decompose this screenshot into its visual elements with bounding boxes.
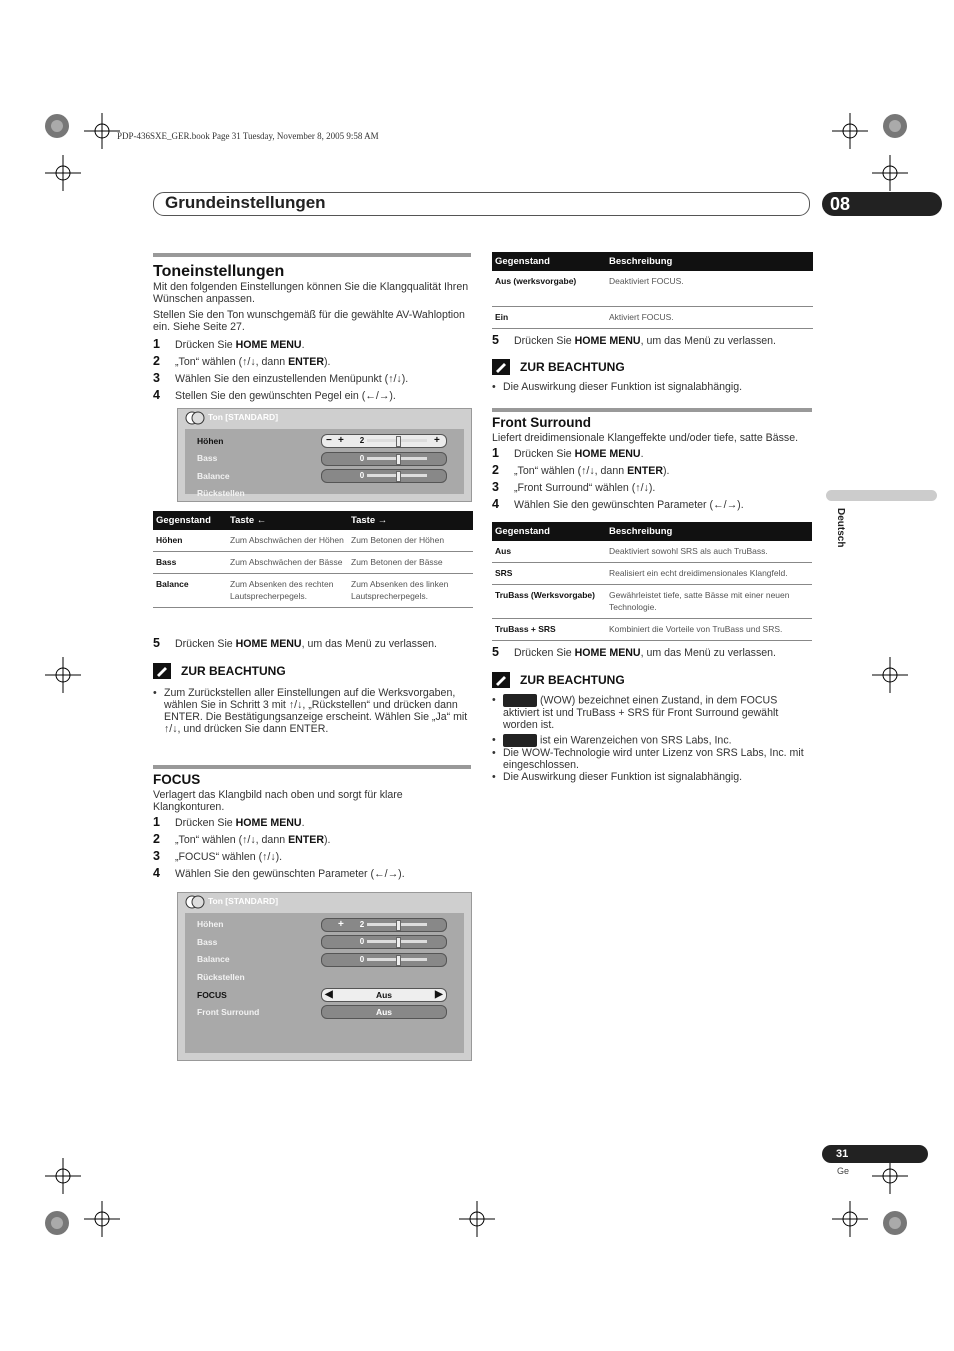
osd-row-label: Bass (197, 453, 218, 463)
registration-mark-icon (459, 1201, 495, 1237)
step-text: Wählen Sie den einzustellenden Menüpunkt (↑/↓). (175, 373, 409, 385)
step-number: 3 (153, 849, 160, 863)
note-text: (WOW) bezeichnet einen Zustand, in dem FOCUS aktiviert ist und TruBass + SRS für Front Surround gewählt worden ist. (503, 694, 779, 731)
registration-mark-icon (872, 1158, 908, 1194)
table-row (492, 307, 813, 329)
table-cell: TruBass (Werksvorgabe) (492, 585, 606, 619)
registration-mark-icon (45, 155, 81, 191)
step-text-end: ). (662, 465, 670, 477)
table-header-row (492, 252, 813, 271)
slider-knob[interactable] (396, 436, 401, 447)
step-key: HOME MENU (235, 638, 302, 650)
plus-icon: + (338, 435, 344, 446)
osd-slider-hoehen[interactable] (321, 918, 447, 932)
table-row (153, 574, 473, 608)
step-text: „FOCUS“ wählen (↑/↓). (175, 851, 283, 863)
pencil-note-icon (492, 672, 510, 688)
step-text-end: ). (323, 356, 331, 368)
registration-mark-icon (45, 657, 81, 693)
table-header: Beschreibung (606, 252, 813, 271)
front-surround-section (492, 408, 812, 783)
table-cell: Aktiviert FOCUS. (606, 307, 813, 329)
osd-value: Aus (375, 1007, 393, 1017)
step-item (492, 480, 812, 497)
step-key: HOME MENU (235, 339, 302, 351)
step-key: HOME MENU (574, 448, 641, 460)
speaker-icon (184, 894, 206, 910)
table-focus (492, 252, 813, 329)
registration-mark-icon (872, 155, 908, 191)
step-number: 2 (153, 354, 160, 368)
step-item (492, 497, 812, 514)
osd-row-label: Rückstellen (197, 972, 245, 982)
section-title-focus: FOCUS (153, 772, 201, 787)
table-ton (153, 511, 473, 608)
step-number: 4 (153, 866, 160, 880)
page-language-code: Ge (837, 1166, 850, 1176)
table-header: Gegenstand (492, 522, 606, 541)
table-cell: Zum Absenken des linken Lautsprecherpegels. (348, 574, 473, 608)
osd-title: Ton [STANDARD] (208, 412, 279, 422)
osd-row-label: Höhen (197, 436, 224, 446)
step-number: 1 (153, 815, 160, 829)
step-number: 3 (153, 371, 160, 385)
table-ton-wrapper (153, 511, 473, 608)
section-rule (153, 765, 471, 769)
osd-title: Ton [STANDARD] (208, 896, 279, 906)
note-title: ZUR BEACHTUNG (181, 664, 286, 678)
fs-notes (492, 694, 812, 783)
osd-slider-bass[interactable] (321, 452, 447, 466)
focus-section (153, 765, 471, 883)
table-row (492, 619, 812, 641)
table-focus-wrapper (492, 252, 813, 393)
note-bullet: • Die Auswirkung dieser Funktion ist signalabhängig. (492, 381, 813, 393)
table-cell: Gewährleistet tiefe, satte Bässe mit einer neuen Technologie. (606, 585, 812, 619)
step-item (153, 636, 471, 653)
ton-note-block (153, 636, 471, 735)
left-column (153, 253, 471, 405)
step-text: „Ton“ wählen (↑/↓, dann (175, 356, 289, 368)
step-item (492, 446, 812, 463)
osd-slider-bass[interactable] (321, 935, 447, 949)
table-cell: Zum Abschwächen der Höhen (227, 530, 348, 552)
table-cell: Deaktiviert sowohl SRS als auch TruBass. (606, 541, 812, 563)
osd-row-label: FOCUS (197, 990, 227, 1000)
osd-select-focus[interactable] (321, 988, 447, 1002)
note-heading (153, 663, 471, 679)
table-header: Gegenstand (492, 252, 606, 271)
slider-knob[interactable] (396, 937, 401, 948)
section-rule (153, 253, 471, 257)
table-row (492, 585, 812, 619)
arrow-right-icon[interactable]: ▶ (435, 989, 443, 1000)
registration-mark-icon (832, 113, 868, 149)
language-tab (826, 490, 937, 501)
step-item (153, 388, 471, 405)
step-key: HOME MENU (574, 647, 641, 659)
note-title: ZUR BEACHTUNG (520, 360, 625, 374)
table-cell: Balance (153, 574, 227, 608)
step-number: 1 (153, 337, 160, 351)
osd-row-label: Höhen (197, 919, 224, 929)
step-item (492, 333, 813, 350)
page-number: 31 (822, 1145, 928, 1163)
osd-value: 0 (359, 471, 365, 480)
osd-value: 0 (359, 454, 365, 463)
note-bullet (492, 694, 812, 731)
table-header-row (492, 522, 812, 541)
step-text: Stellen Sie den gewünschten Pegel ein (←/→). (175, 390, 396, 402)
step-text: Drücken Sie (175, 339, 236, 351)
table-row (492, 563, 812, 585)
osd-slider-hoehen[interactable] (321, 434, 447, 448)
osd-row-label: Balance (197, 471, 230, 481)
section-title-front-surround: Front Surround (492, 415, 591, 430)
step-text: „Ton“ wählen (↑/↓, dann (175, 834, 289, 846)
ton-intro-1: Mit den folgenden Einstellungen können Sie die Klangqualität Ihren Wünschen anpassen. (153, 281, 469, 305)
slider-knob[interactable] (396, 920, 401, 931)
table-cell: Höhen (153, 530, 227, 552)
registration-mark-icon (872, 657, 908, 693)
table-row (153, 530, 473, 552)
table-cell: Bass (153, 552, 227, 574)
registration-mark-icon (84, 113, 120, 149)
step-item (492, 463, 812, 480)
registration-mark-icon (39, 1205, 75, 1241)
note-heading (492, 359, 813, 375)
plus-icon: + (338, 919, 344, 930)
table-row (153, 552, 473, 574)
step-number: 2 (492, 463, 499, 477)
step-key: ENTER (288, 356, 324, 368)
note-text: ist ein Warenzeichen von SRS Labs, Inc. (540, 734, 732, 747)
step-item (153, 866, 471, 883)
osd-screen-ton (177, 408, 472, 502)
osd-select-front-surround[interactable] (321, 1005, 447, 1019)
table-front-surround (492, 522, 812, 641)
table-cell: Aus (492, 541, 606, 563)
table-cell: Ein (492, 307, 606, 329)
section-title-ton: Toneinstellungen (153, 263, 285, 280)
step-text: Drücken Sie (514, 335, 575, 347)
osd-row-label: Balance (197, 954, 230, 964)
chapter-number: 08 (822, 192, 942, 216)
osd-screen-focus (177, 892, 472, 1061)
table-cell: Zum Betonen der Höhen (348, 530, 473, 552)
ton-steps (153, 337, 471, 405)
registration-mark-icon (39, 108, 75, 144)
osd-value: 2 (359, 920, 365, 929)
registration-mark-icon (832, 1201, 868, 1237)
srs-wow-logo-icon (503, 734, 537, 747)
step-item (153, 849, 471, 866)
pencil-note-icon (153, 663, 171, 679)
step-text-end: ). (323, 834, 331, 846)
focus-steps (153, 815, 471, 883)
slider-knob[interactable] (396, 471, 401, 482)
step-text: „Ton“ wählen (↑/↓, dann (514, 465, 628, 477)
table-header: Gegenstand (153, 511, 227, 530)
srs-wow-logo-icon (503, 694, 537, 707)
registration-mark-icon (84, 1201, 120, 1237)
osd-slider-balance[interactable] (321, 953, 447, 967)
section-rule (492, 408, 812, 412)
step-item (153, 354, 471, 371)
step-item (153, 815, 471, 832)
step-text: Drücken Sie (514, 647, 575, 659)
step-key: ENTER (288, 834, 324, 846)
table-cell: Zum Betonen der Bässe (348, 552, 473, 574)
step-key: ENTER (627, 465, 663, 477)
osd-value: Aus (375, 990, 393, 1000)
osd-row-label: Rückstellen (197, 488, 245, 498)
step-number: 3 (492, 480, 499, 494)
step-text: Drücken Sie (514, 448, 575, 460)
step-number: 5 (492, 333, 499, 347)
table-cell: Aus (werksvorgabe) (492, 271, 606, 307)
table-cell: TruBass + SRS (492, 619, 606, 641)
book-info-line: PDP-436SXE_GER.book Page 31 Tuesday, November 8, 2005 9:58 AM (117, 131, 379, 141)
page-title: Grundeinstellungen (165, 193, 326, 212)
step-key: HOME MENU (574, 335, 641, 347)
table-cell: Kombiniert die Vorteile von TruBass und SRS. (606, 619, 812, 641)
step-text: Drücken Sie (175, 817, 236, 829)
step-number: 4 (492, 497, 499, 511)
pencil-note-icon (492, 359, 510, 375)
table-cell: Zum Abschwächen der Bässe (227, 552, 348, 574)
note-title: ZUR BEACHTUNG (520, 673, 625, 687)
osd-slider-balance[interactable] (321, 469, 447, 483)
osd-row-label: Bass (197, 937, 218, 947)
table-row (492, 541, 812, 563)
note-bullet (492, 734, 812, 747)
step-number: 5 (153, 636, 160, 650)
speaker-icon (184, 410, 206, 426)
table-row (492, 271, 813, 307)
arrow-left-icon[interactable]: ◀ (325, 989, 333, 1000)
table-cell: SRS (492, 563, 606, 585)
osd-row-label: Front Surround (197, 1007, 260, 1017)
table-cell: Zum Absenken des rechten Lautsprecherpegels. (227, 574, 348, 608)
step-item (153, 832, 471, 849)
minus-icon: − (326, 435, 332, 446)
note-bullet: • Die WOW-Technologie wird unter Lizenz von SRS Labs, Inc. mit eingeschlossen. (492, 747, 812, 771)
plus-icon: + (434, 435, 440, 446)
slider-knob[interactable] (396, 454, 401, 465)
osd-value: 2 (359, 436, 365, 445)
step-text-end: . (301, 339, 305, 351)
step-number: 4 (153, 388, 160, 402)
step-item (153, 371, 471, 388)
step-item (492, 645, 812, 662)
osd-panel (185, 913, 464, 1053)
step-key: HOME MENU (235, 817, 302, 829)
step-text-end: . (301, 817, 305, 829)
table-header: Taste ← (227, 511, 348, 530)
table-header-row (153, 511, 473, 530)
step-text-end: . (640, 448, 644, 460)
table-cell: Realisiert ein echt dreidimensionales Klangfeld. (606, 563, 812, 585)
language-label: Deutsch (835, 508, 846, 548)
step-text-end: , um das Menü zu verlassen. (640, 335, 777, 347)
note-heading (492, 672, 812, 688)
step-number: 2 (153, 832, 160, 846)
step-text: Wählen Sie den gewünschten Parameter (←/→). (175, 868, 405, 880)
note-bullet: • Die Auswirkung dieser Funktion ist signalabhängig. (492, 771, 812, 783)
osd-value: 0 (359, 955, 365, 964)
step-item (153, 337, 471, 354)
step-text-end: , um das Menü zu verlassen. (301, 638, 438, 650)
registration-mark-icon (45, 1158, 81, 1194)
slider-knob[interactable] (396, 955, 401, 966)
registration-mark-icon (877, 1205, 913, 1241)
fs-steps (492, 446, 812, 514)
step-text-end: , um das Menü zu verlassen. (640, 647, 777, 659)
fs-intro: Liefert dreidimensionale Klangeffekte und/oder tiefe, satte Bässe. (492, 432, 799, 444)
step-number: 5 (492, 645, 499, 659)
registration-mark-icon (877, 108, 913, 144)
table-header: Taste → (348, 511, 473, 530)
table-cell: Deaktiviert FOCUS. (606, 271, 813, 307)
step-number: 1 (492, 446, 499, 460)
note-bullet: • Zum Zurückstellen aller Einstellungen auf die Werksvorgaben, wählen Sie in Schritt 3 mit ↑/↓, „Rückstellen“ und drücken dann ENTER. Die Bestätigungsanzeige erscheint. Wählen Sie „Ja“ mit ↑/↓, und drücken Sie dann ENTER. (153, 687, 471, 735)
table-header: Beschreibung (606, 522, 812, 541)
step-text: Drücken Sie (175, 638, 236, 650)
osd-value: 0 (359, 937, 365, 946)
step-text: „Front Surround“ wählen (↑/↓). (514, 482, 656, 494)
step-text: Wählen Sie den gewünschten Parameter (←/→). (514, 499, 744, 511)
ton-intro-2: Stellen Sie den Ton wunschgemäß für die gewählte AV-Wahloption ein. Siehe Seite 27. (153, 309, 465, 333)
osd-panel (185, 429, 464, 498)
focus-intro: Verlagert das Klangbild nach oben und sorgt für klare Klangkonturen. (153, 789, 403, 813)
